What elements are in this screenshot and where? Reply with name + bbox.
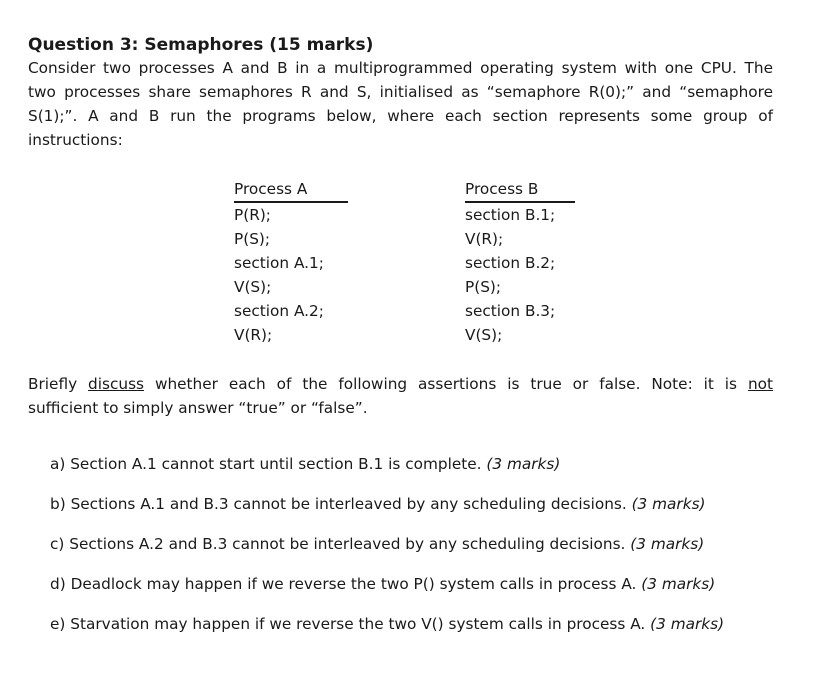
process-a-header: Process A: [234, 178, 348, 203]
assertion-marks: (3 marks): [486, 455, 561, 473]
assertion-label: b): [50, 495, 66, 513]
process-a-line: section A.2;: [234, 302, 324, 320]
process-b-line: section B.3;: [465, 302, 556, 320]
question-intro: [28, 56, 773, 152]
assertion-label: a): [50, 455, 66, 473]
discuss-text: Briefly: [28, 375, 89, 393]
discuss-text: whether each of the following assertions is true or false. Note: it is: [144, 375, 748, 393]
discuss-line-2: sufficient to simply answer “true” or “false”.: [28, 399, 368, 417]
process-b-line: P(S);: [465, 278, 502, 296]
discuss-underlined: discuss: [88, 375, 145, 393]
assertion-text: Starvation may happen if we reverse the two V() system calls in process A.: [70, 615, 646, 633]
assertion-item: [50, 574, 790, 614]
assertion-label: d): [50, 575, 66, 593]
process-b-line: V(S);: [465, 326, 503, 344]
process-a-line: V(S);: [234, 278, 272, 296]
process-a-line: V(R);: [234, 326, 273, 344]
process-b-column: [465, 178, 575, 347]
assertion-text: Deadlock may happen if we reverse the two P() system calls in process A.: [70, 575, 637, 593]
process-a-column: [234, 178, 348, 347]
discuss-line-1: [28, 372, 773, 396]
intro-line: instructions:: [28, 131, 123, 149]
assertion-text: Section A.1 cannot start until section B.1 is complete.: [70, 455, 482, 473]
assertion-label: c): [50, 535, 65, 553]
assertion-item: [50, 614, 790, 654]
assertion-label: e): [50, 615, 66, 633]
process-b-line: section B.2;: [465, 254, 556, 272]
assertion-marks: (3 marks): [631, 495, 706, 513]
assertion-marks: (3 marks): [630, 535, 705, 553]
assertion-text: Sections A.2 and B.3 cannot be interleaved by any scheduling decisions.: [69, 535, 626, 553]
assertion-item: [50, 494, 790, 534]
not-underlined: not: [747, 375, 773, 393]
assertion-item: [50, 454, 790, 494]
process-b-line: V(R);: [465, 230, 504, 248]
assertion-marks: (3 marks): [641, 575, 716, 593]
assertion-list: [50, 454, 790, 654]
discuss-instructions: [28, 372, 773, 420]
intro-line: S(1);”. A and B run the programs below, where each section represents some group of: [28, 107, 773, 125]
question-title: Question 3: Semaphores (15 marks): [28, 35, 374, 55]
process-b-line: section B.1;: [465, 206, 556, 224]
question-page: [28, 34, 773, 633]
process-a-line: section A.1;: [234, 254, 324, 272]
intro-line: Consider two processes A and B in a multiprogrammed operating system with one CPU. The: [28, 59, 773, 77]
process-table: [28, 178, 773, 348]
process-a-line: P(S);: [234, 230, 271, 248]
process-b-header: Process B: [465, 178, 575, 203]
assertion-marks: (3 marks): [650, 615, 725, 633]
process-a-line: P(R);: [234, 206, 271, 224]
assertion-text: Sections A.1 and B.3 cannot be interleaved by any scheduling decisions.: [70, 495, 627, 513]
intro-line: two processes share semaphores R and S, initialised as “semaphore R(0);” and “semaphore: [28, 83, 773, 101]
assertion-item: [50, 534, 790, 574]
